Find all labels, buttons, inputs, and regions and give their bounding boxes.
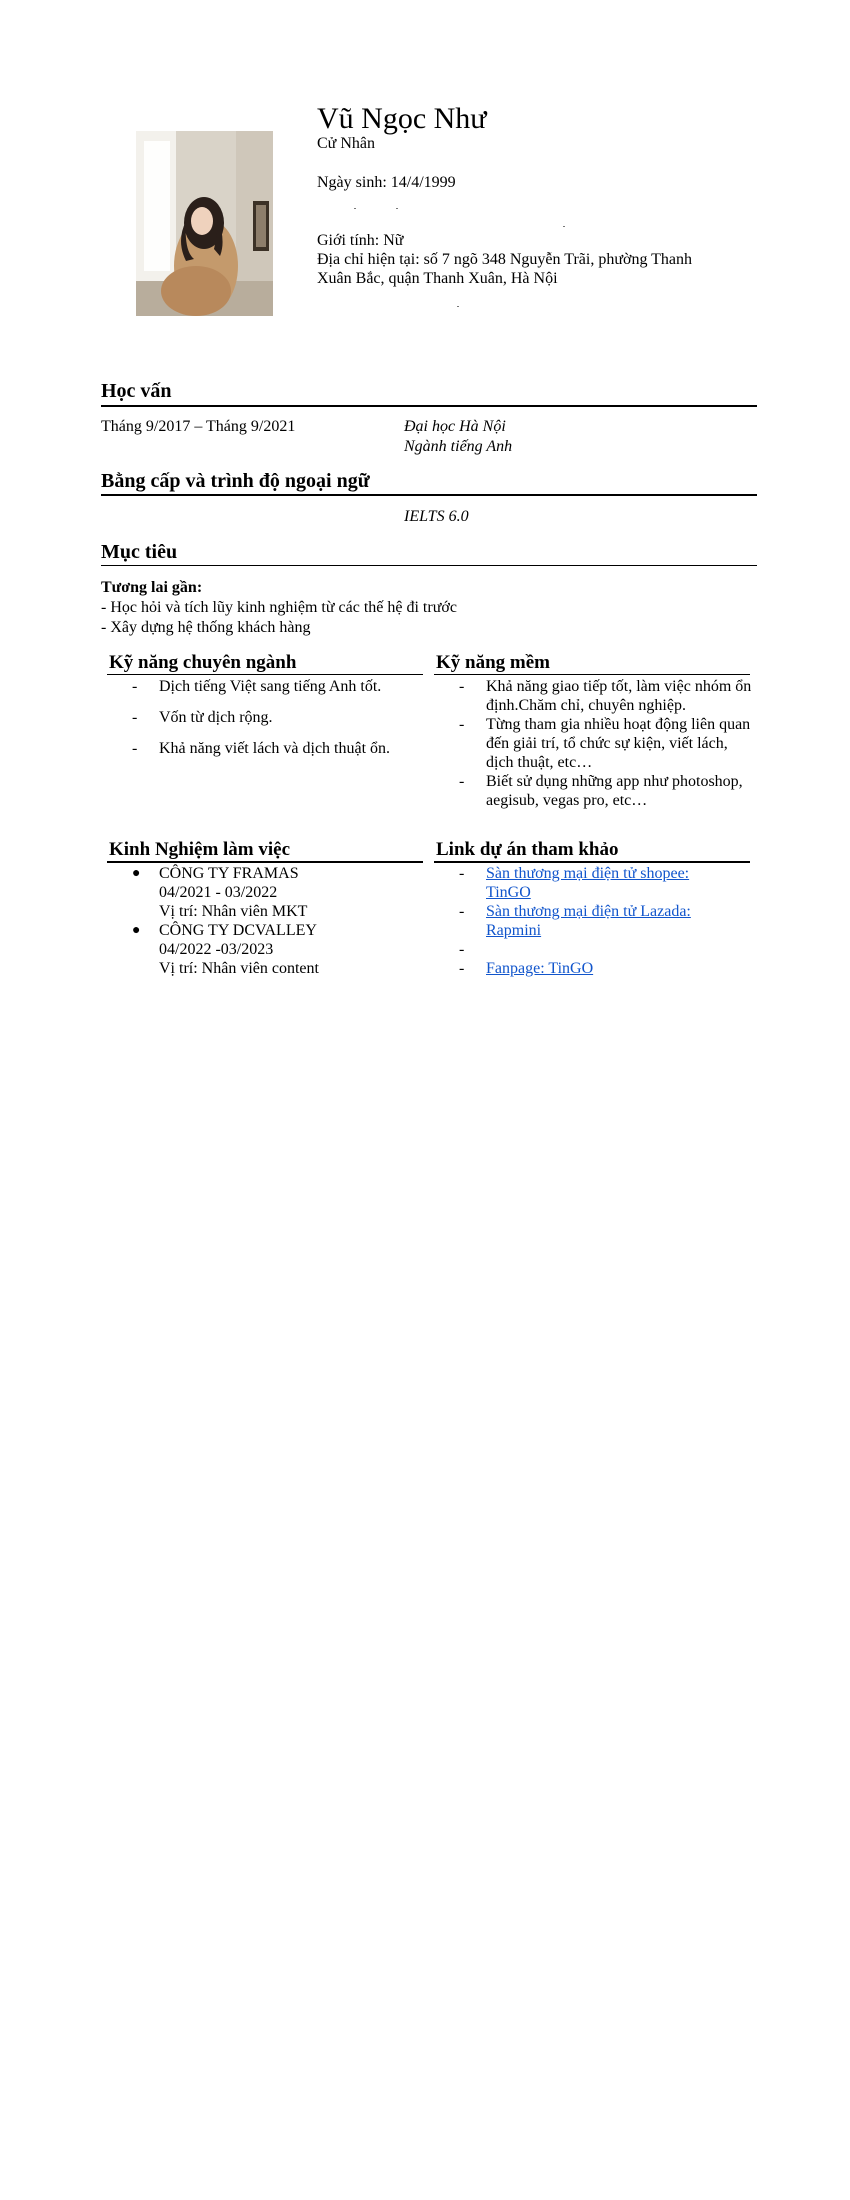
section-divider xyxy=(101,494,757,496)
objective-heading: Mục tiêu xyxy=(101,541,178,563)
list-item: - Khả năng viết lách và dịch thuật ổn. xyxy=(132,740,391,757)
gender: Giới tính: Nữ xyxy=(317,232,404,249)
list-item: - Sàn thương mại điện tử Lazada: Rapmini xyxy=(459,903,691,939)
soft-skills-heading: Kỹ năng mềm xyxy=(436,652,550,673)
stray-mark xyxy=(563,226,565,227)
job-company: CÔNG TY FRAMAS xyxy=(159,865,299,882)
stray-mark xyxy=(354,208,356,209)
objective-item: - Học hỏi và tích lũy kinh nghiệm từ các thế hệ đi trước xyxy=(101,599,457,616)
stray-mark xyxy=(457,306,459,307)
job-company: CÔNG TY DCVALLEY xyxy=(159,922,317,939)
profile-photo xyxy=(136,131,273,316)
section-divider xyxy=(101,405,757,407)
section-divider xyxy=(434,861,750,863)
person-name: Vũ Ngọc Như xyxy=(317,102,487,135)
education-period: Tháng 9/2017 – Tháng 9/2021 xyxy=(101,418,296,435)
education-heading: Học vấn xyxy=(101,380,172,402)
list-item: - Từng tham gia nhiều hoạt động liên quan đến giải trí, tổ chức sự kiện, viết lách, dịch thuật, etc… xyxy=(459,716,751,771)
job-item: ● CÔNG TY FRAMAS 04/2021 - 03/2022 Vị trí: Nhân viên MKT xyxy=(159,864,419,921)
soft-skills-list xyxy=(459,677,752,810)
experience-heading: Kinh Nghiệm làm việc xyxy=(109,839,291,860)
degree: Cử Nhân xyxy=(317,135,375,152)
list-item: - xyxy=(459,941,465,958)
job-item: ● CÔNG TY DCVALLEY 04/2022 -03/2023 Vị trí: Nhân viên content xyxy=(159,921,419,978)
list-item: - Fanpage: TinGO xyxy=(459,960,594,977)
job-role: Vị trí: Nhân viên MKT xyxy=(159,903,308,920)
list-item: - Vốn từ dịch rộng. xyxy=(132,709,273,726)
section-divider xyxy=(107,861,423,863)
list-item: - Dịch tiếng Việt sang tiếng Anh tốt. xyxy=(132,678,382,695)
shopee-link[interactable]: Sàn thương mại điện tử shopee: TinGO xyxy=(486,865,690,901)
education-major: Ngành tiếng Anh xyxy=(404,438,513,455)
objective-item: - Xây dựng hệ thống khách hàng xyxy=(101,619,311,636)
birth-date: Ngày sinh: 14/4/1999 xyxy=(317,174,456,191)
stray-mark xyxy=(396,208,398,209)
section-divider xyxy=(434,674,750,675)
list-item: - Biết sử dụng những app như photoshop, aegisub, vegas pro, etc… xyxy=(459,773,743,809)
section-divider xyxy=(101,565,757,566)
professional-skills-heading: Kỹ năng chuyên ngành xyxy=(109,652,297,673)
projects-list xyxy=(459,864,726,978)
fanpage-link[interactable]: Fanpage: TinGO xyxy=(486,960,594,977)
address-line-2: Xuân Bắc, quận Thanh Xuân, Hà Nội xyxy=(317,270,558,287)
professional-skills-list xyxy=(132,677,419,758)
job-role: Vị trí: Nhân viên content xyxy=(159,960,319,977)
list-item: - Sàn thương mại điện tử shopee: TinGO xyxy=(459,865,690,901)
experience-list xyxy=(132,864,419,978)
section-divider xyxy=(107,674,423,675)
list-item: - Khả năng giao tiếp tốt, làm việc nhóm ổn định.Chăm chỉ, chuyên nghiệp. xyxy=(459,678,752,714)
education-school: Đại học Hà Nội xyxy=(404,418,506,435)
job-period: 04/2022 -03/2023 xyxy=(159,941,274,958)
job-period: 04/2021 - 03/2022 xyxy=(159,884,278,901)
certificate-item: IELTS 6.0 xyxy=(404,508,469,525)
lazada-link[interactable]: Sàn thương mại điện tử Lazada: Rapmini xyxy=(486,903,691,939)
certificates-heading: Bằng cấp và trình độ ngoại ngữ xyxy=(101,470,370,492)
projects-heading: Link dự án tham khảo xyxy=(436,839,619,860)
address-line-1: Địa chỉ hiện tại: số 7 ngõ 348 Nguyễn Trãi, phường Thanh xyxy=(317,251,693,268)
objective-subheading: Tương lai gần: xyxy=(101,579,203,596)
